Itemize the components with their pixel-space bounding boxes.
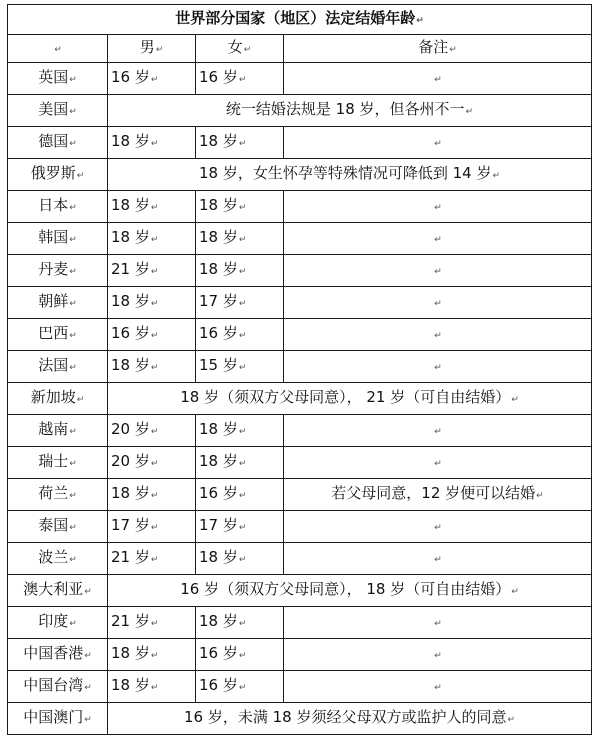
- paragraph-mark-icon: ↵: [465, 107, 474, 117]
- note-cell: [284, 479, 592, 511]
- note-cell: [284, 63, 592, 95]
- female-age-cell: [196, 511, 284, 543]
- country-cell-text: 韩国: [38, 228, 69, 246]
- female-age-cell: [196, 287, 284, 319]
- table-row: [8, 479, 592, 511]
- paragraph-mark-icon: ↵: [69, 139, 77, 149]
- country-cell: [8, 511, 108, 543]
- male-age-cell: [108, 351, 196, 383]
- female-age-cell: [196, 127, 284, 159]
- table-row: [8, 607, 592, 639]
- country-cell-text: 瑞士: [38, 452, 69, 470]
- paragraph-mark-icon: ↵: [150, 363, 159, 373]
- country-cell-text: 法国: [38, 356, 69, 374]
- male-age-cell-text: 20 岁: [111, 420, 150, 438]
- paragraph-mark-icon: ↵: [69, 299, 77, 309]
- male-age-cell-text: 18 岁: [111, 644, 150, 662]
- male-age-cell-text: 18 岁: [111, 228, 150, 246]
- table-row: [8, 255, 592, 287]
- paragraph-mark-icon: ↵: [238, 267, 247, 277]
- female-age-cell-text: 16 岁: [199, 324, 238, 342]
- female-age-cell: [196, 415, 284, 447]
- paragraph-mark-icon: ↵: [238, 523, 247, 533]
- country-cell: [8, 671, 108, 703]
- paragraph-mark-icon: ↵: [69, 331, 77, 341]
- note-cell: [284, 287, 592, 319]
- male-age-cell: [108, 415, 196, 447]
- merged-note-cell-text: 16 岁（须双方父母同意）， 18 岁（可自由结婚）: [180, 580, 511, 598]
- female-age-cell-text: 18 岁: [199, 196, 238, 214]
- paragraph-mark-icon: ↵: [511, 395, 519, 405]
- paragraph-mark-icon: ↵: [69, 267, 77, 277]
- note-cell: [284, 543, 592, 575]
- paragraph-mark-icon: ↵: [69, 235, 77, 245]
- paragraph-mark-icon: ↵: [434, 139, 442, 149]
- paragraph-mark-icon: ↵: [84, 683, 92, 693]
- female-age-cell-text: 18 岁: [199, 420, 238, 438]
- paragraph-mark-icon: ↵: [150, 555, 159, 565]
- header-blank: [8, 35, 108, 63]
- female-age-cell: [196, 479, 284, 511]
- female-age-cell: [196, 351, 284, 383]
- table-row: [8, 95, 592, 127]
- male-age-cell-text: 21 岁: [111, 548, 150, 566]
- paragraph-mark-icon: ↵: [238, 75, 247, 85]
- paragraph-mark-icon: ↵: [84, 587, 92, 597]
- paragraph-mark-icon: ↵: [150, 619, 159, 629]
- country-cell: [8, 95, 108, 127]
- paragraph-mark-icon: ↵: [238, 651, 247, 661]
- paragraph-mark-icon: ↵: [69, 427, 77, 437]
- female-age-cell: [196, 447, 284, 479]
- male-age-cell: [108, 127, 196, 159]
- paragraph-mark-icon: ↵: [69, 203, 77, 213]
- male-age-cell: [108, 319, 196, 351]
- male-age-cell: [108, 607, 196, 639]
- title-row: [8, 5, 592, 35]
- paragraph-mark-icon: ↵: [150, 267, 159, 277]
- table-title: 世界部分国家（地区）法定结婚年龄: [175, 9, 416, 27]
- paragraph-mark-icon: ↵: [434, 75, 442, 85]
- country-cell: [8, 415, 108, 447]
- country-cell: [8, 351, 108, 383]
- female-age-cell-text: 18 岁: [199, 260, 238, 278]
- paragraph-mark-icon: ↵: [69, 459, 77, 469]
- country-cell: [8, 383, 108, 415]
- country-cell-text: 美国: [38, 100, 69, 118]
- paragraph-mark-icon: ↵: [536, 491, 544, 501]
- female-age-cell: [196, 639, 284, 671]
- paragraph-mark-icon: ↵: [155, 45, 164, 55]
- female-age-cell: [196, 607, 284, 639]
- female-age-cell-text: 16 岁: [199, 676, 238, 694]
- female-age-cell-text: 18 岁: [199, 548, 238, 566]
- female-age-cell: [196, 319, 284, 351]
- merged-note-cell-text: 16 岁，未满 18 岁须经父母双方或监护人的同意: [183, 708, 507, 726]
- note-cell: [284, 255, 592, 287]
- country-cell-text: 德国: [38, 132, 69, 150]
- note-cell: [284, 639, 592, 671]
- female-age-cell: [196, 255, 284, 287]
- female-age-cell-text: 17 岁: [199, 516, 238, 534]
- table-row: [8, 63, 592, 95]
- female-age-cell-text: 15 岁: [199, 356, 238, 374]
- paragraph-mark-icon: ↵: [434, 235, 442, 245]
- male-age-cell: [108, 287, 196, 319]
- country-cell: [8, 447, 108, 479]
- table-row: [8, 671, 592, 703]
- marriage-age-table: [7, 4, 592, 735]
- paragraph-mark-icon: ↵: [69, 491, 77, 501]
- male-age-cell: [108, 223, 196, 255]
- note-cell: [284, 607, 592, 639]
- table-row: [8, 511, 592, 543]
- paragraph-mark-icon: ↵: [434, 619, 442, 629]
- paragraph-mark-icon: ↵: [150, 427, 159, 437]
- table-row: [8, 191, 592, 223]
- paragraph-mark-icon: ↵: [150, 203, 159, 213]
- country-cell-text: 波兰: [38, 548, 69, 566]
- country-cell: [8, 479, 108, 511]
- paragraph-mark-icon: ↵: [69, 523, 77, 533]
- paragraph-mark-icon: ↵: [434, 555, 442, 565]
- paragraph-mark-icon: ↵: [434, 683, 442, 693]
- paragraph-mark-icon: ↵: [243, 45, 252, 55]
- paragraph-mark-icon: ↵: [238, 331, 247, 341]
- paragraph-mark-icon: ↵: [150, 299, 159, 309]
- paragraph-mark-icon: ↵: [238, 235, 247, 245]
- merged-note-cell-text: 18 岁，女生怀孕等特殊情况可降低到 14 岁: [198, 164, 492, 182]
- female-age-cell-text: 16 岁: [199, 644, 238, 662]
- paragraph-mark-icon: ↵: [492, 171, 501, 181]
- table-row: [8, 415, 592, 447]
- table-row: [8, 159, 592, 191]
- paragraph-mark-icon: ↵: [69, 107, 77, 117]
- paragraph-mark-icon: ↵: [434, 651, 442, 661]
- paragraph-mark-icon: ↵: [150, 331, 159, 341]
- female-age-cell: [196, 63, 284, 95]
- country-cell-text: 中国香港: [23, 644, 84, 662]
- country-cell: [8, 639, 108, 671]
- note-cell: [284, 415, 592, 447]
- male-age-cell: [108, 447, 196, 479]
- note-cell: [284, 671, 592, 703]
- country-cell: [8, 703, 108, 735]
- table-row: [8, 127, 592, 159]
- paragraph-mark-icon: ↵: [238, 619, 247, 629]
- male-age-cell-text: 18 岁: [111, 484, 150, 502]
- table-row: [8, 703, 592, 735]
- merged-note-cell: [108, 159, 592, 191]
- country-cell-text: 中国台湾: [23, 676, 84, 694]
- male-age-cell-text: 18 岁: [111, 292, 150, 310]
- paragraph-mark-icon: ↵: [434, 459, 442, 469]
- male-age-cell-text: 18 岁: [111, 676, 150, 694]
- note-cell: [284, 319, 592, 351]
- table-row: [8, 575, 592, 607]
- note-cell: [284, 127, 592, 159]
- paragraph-mark-icon: ↵: [238, 139, 247, 149]
- male-age-cell-text: 16 岁: [111, 324, 150, 342]
- country-cell-text: 越南: [38, 420, 69, 438]
- paragraph-mark-icon: ↵: [238, 363, 247, 373]
- male-age-cell: [108, 639, 196, 671]
- country-cell-text: 泰国: [38, 516, 69, 534]
- paragraph-mark-icon: ↵: [434, 363, 442, 373]
- table-row: [8, 351, 592, 383]
- female-age-cell: [196, 223, 284, 255]
- paragraph-mark-icon: ↵: [434, 523, 442, 533]
- table-row: [8, 447, 592, 479]
- table-title-cell: [8, 5, 592, 35]
- header-row: [8, 35, 592, 63]
- paragraph-mark-icon: ↵: [150, 651, 159, 661]
- female-age-cell-text: 18 岁: [199, 452, 238, 470]
- paragraph-mark-icon: ↵: [54, 45, 62, 55]
- paragraph-mark-icon: ↵: [434, 427, 442, 437]
- country-cell-text: 澳大利亚: [23, 580, 84, 598]
- header-female: 女↵: [196, 35, 284, 63]
- paragraph-mark-icon: ↵: [150, 235, 159, 245]
- country-cell: [8, 287, 108, 319]
- note-cell: [284, 511, 592, 543]
- merged-note-cell: [108, 575, 592, 607]
- country-cell: [8, 607, 108, 639]
- female-age-cell-text: 18 岁: [199, 228, 238, 246]
- table-row: [8, 543, 592, 575]
- country-cell-text: 荷兰: [38, 484, 69, 502]
- paragraph-mark-icon: ↵: [434, 331, 442, 341]
- paragraph-mark-icon: ↵: [238, 459, 247, 469]
- paragraph-mark-icon: ↵: [84, 715, 92, 725]
- paragraph-mark-icon: ↵: [76, 395, 85, 405]
- male-age-cell-text: 20 岁: [111, 452, 150, 470]
- male-age-cell-text: 18 岁: [111, 356, 150, 374]
- male-age-cell-text: 21 岁: [111, 260, 150, 278]
- male-age-cell-text: 21 岁: [111, 612, 150, 630]
- male-age-cell: [108, 63, 196, 95]
- paragraph-mark-icon: ↵: [69, 619, 77, 629]
- paragraph-mark-icon: ↵: [76, 171, 85, 181]
- country-cell-text: 新加坡: [30, 388, 76, 406]
- paragraph-mark-icon: ↵: [238, 299, 247, 309]
- country-cell: [8, 575, 108, 607]
- paragraph-mark-icon: ↵: [416, 16, 424, 26]
- male-age-cell-text: 16 岁: [111, 68, 150, 86]
- male-age-cell-text: 18 岁: [111, 196, 150, 214]
- female-age-cell: [196, 191, 284, 223]
- country-cell-text: 朝鲜: [38, 292, 69, 310]
- paragraph-mark-icon: ↵: [238, 491, 247, 501]
- country-cell-text: 印度: [38, 612, 69, 630]
- country-cell: [8, 159, 108, 191]
- merged-note-cell: [108, 95, 592, 127]
- country-cell: [8, 191, 108, 223]
- paragraph-mark-icon: ↵: [238, 683, 247, 693]
- paragraph-mark-icon: ↵: [238, 203, 247, 213]
- female-age-cell-text: 18 岁: [199, 132, 238, 150]
- merged-note-cell-text: 统一结婚法规是 18 岁，但各州不一: [225, 100, 465, 118]
- male-age-cell-text: 18 岁: [111, 132, 150, 150]
- table-row: [8, 639, 592, 671]
- country-cell: [8, 319, 108, 351]
- female-age-cell-text: 17 岁: [199, 292, 238, 310]
- paragraph-mark-icon: ↵: [150, 683, 159, 693]
- male-age-cell: [108, 255, 196, 287]
- country-cell-text: 俄罗斯: [30, 164, 76, 182]
- country-cell-text: 巴西: [38, 324, 69, 342]
- paragraph-mark-icon: ↵: [69, 75, 77, 85]
- country-cell-text: 中国澳门: [23, 708, 84, 726]
- female-age-cell: [196, 671, 284, 703]
- female-age-cell-text: 18 岁: [199, 612, 238, 630]
- male-age-cell: [108, 543, 196, 575]
- paragraph-mark-icon: ↵: [150, 523, 159, 533]
- paragraph-mark-icon: ↵: [84, 651, 92, 661]
- note-cell: [284, 191, 592, 223]
- country-cell-text: 日本: [38, 196, 69, 214]
- paragraph-mark-icon: ↵: [511, 587, 519, 597]
- table-row: [8, 319, 592, 351]
- male-age-cell-text: 17 岁: [111, 516, 150, 534]
- header-male: 男↵: [108, 35, 196, 63]
- paragraph-mark-icon: ↵: [238, 427, 247, 437]
- paragraph-mark-icon: ↵: [238, 555, 247, 565]
- female-age-cell: [196, 543, 284, 575]
- note-cell-text: 若父母同意，12 岁便可以结婚: [331, 484, 536, 502]
- female-age-cell-text: 16 岁: [199, 484, 238, 502]
- note-cell: [284, 223, 592, 255]
- note-cell: [284, 351, 592, 383]
- table-row: [8, 223, 592, 255]
- paragraph-mark-icon: ↵: [150, 139, 159, 149]
- male-age-cell: [108, 191, 196, 223]
- paragraph-mark-icon: ↵: [434, 299, 442, 309]
- note-cell: [284, 447, 592, 479]
- merged-note-cell: [108, 383, 592, 415]
- country-cell-text: 英国: [38, 68, 69, 86]
- paragraph-mark-icon: ↵: [150, 491, 159, 501]
- paragraph-mark-icon: ↵: [69, 363, 77, 373]
- paragraph-mark-icon: ↵: [507, 715, 516, 725]
- country-cell: [8, 127, 108, 159]
- male-age-cell: [108, 671, 196, 703]
- table-row: [8, 383, 592, 415]
- paragraph-mark-icon: ↵: [69, 555, 77, 565]
- paragraph-mark-icon: ↵: [434, 203, 442, 213]
- header-note: 备注↵: [284, 35, 592, 63]
- paragraph-mark-icon: ↵: [449, 45, 457, 55]
- country-cell: [8, 543, 108, 575]
- merged-note-cell-text: 18 岁（须双方父母同意）， 21 岁（可自由结婚）: [180, 388, 511, 406]
- paragraph-mark-icon: ↵: [150, 75, 159, 85]
- male-age-cell: [108, 479, 196, 511]
- paragraph-mark-icon: ↵: [434, 267, 442, 277]
- country-cell-text: 丹麦: [38, 260, 69, 278]
- merged-note-cell: [108, 703, 592, 735]
- country-cell: [8, 255, 108, 287]
- country-cell: [8, 223, 108, 255]
- male-age-cell: [108, 511, 196, 543]
- female-age-cell-text: 16 岁: [199, 68, 238, 86]
- paragraph-mark-icon: ↵: [150, 459, 159, 469]
- table-row: [8, 287, 592, 319]
- country-cell: [8, 63, 108, 95]
